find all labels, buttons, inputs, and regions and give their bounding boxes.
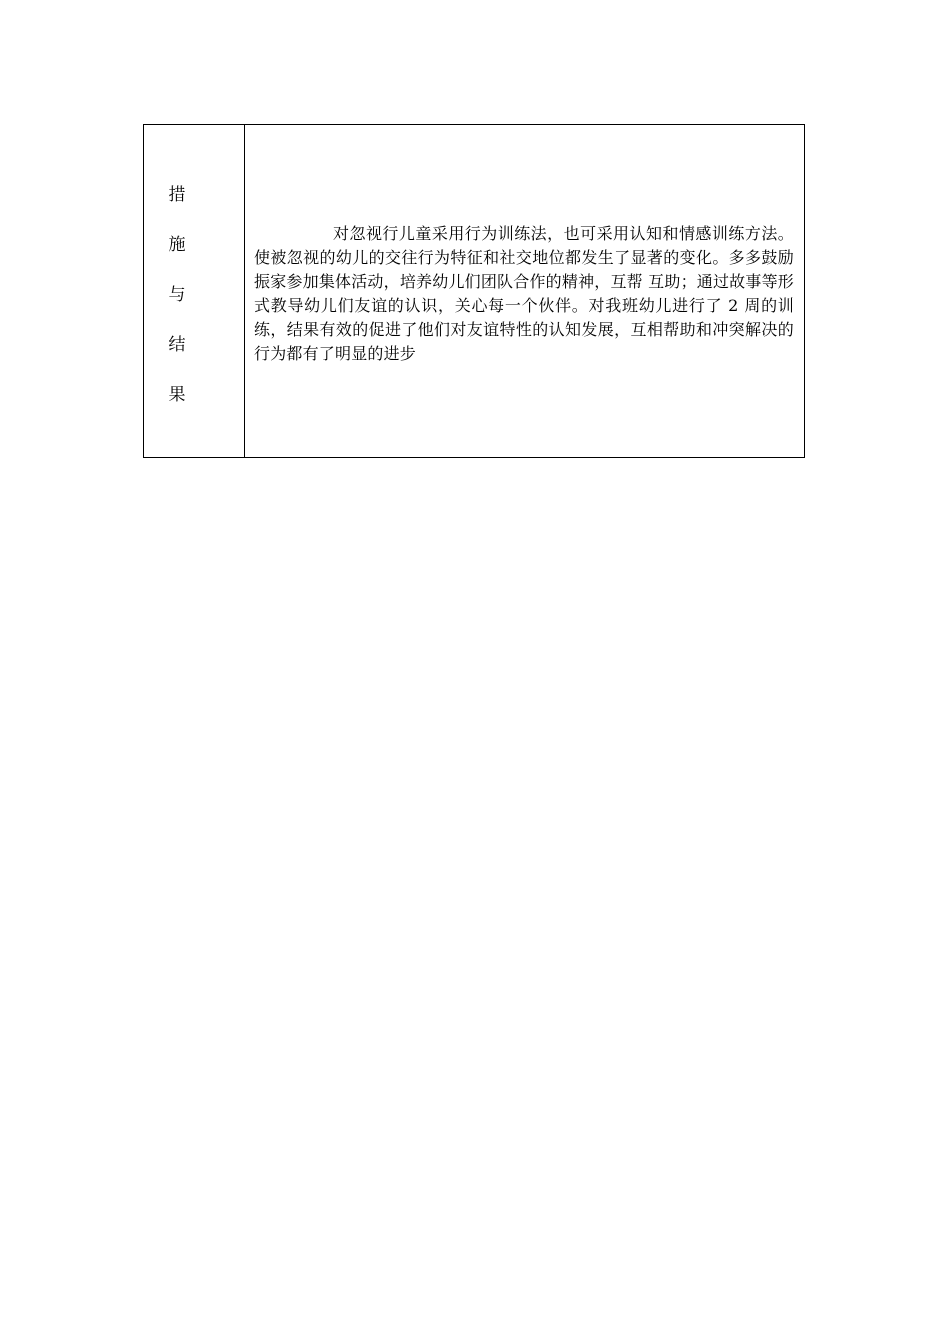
content-cell (245, 125, 805, 458)
row-label-char: 与 (168, 285, 186, 305)
row-label-cell (144, 125, 245, 458)
row-label-char: 措 (168, 185, 186, 205)
row-label-char: 果 (168, 385, 186, 405)
row-label-vertical (110, 182, 244, 408)
table-row (144, 125, 805, 458)
content-paragraph: 对忽视行儿童采用行为训练法，也可采用认知和情感训练方法。使被忽视的幼儿的交往行为特征和社交地位都发生了显著的变化。多多鼓励振家参加集体活动，培养幼儿们团队合作的精神，互帮 互助；通过故事等形式教导幼儿们友谊的认识，关心每一个伙伴。对我班幼儿进行了 2 周的训练，结果有效的促进了他们对友谊特性的认知发展，互相帮助和冲突解决的行为都有了明显的进步 (254, 224, 794, 363)
row-label-char: 结 (168, 335, 186, 355)
row-label-char: 施 (168, 235, 186, 255)
measures-results-table (143, 124, 805, 458)
